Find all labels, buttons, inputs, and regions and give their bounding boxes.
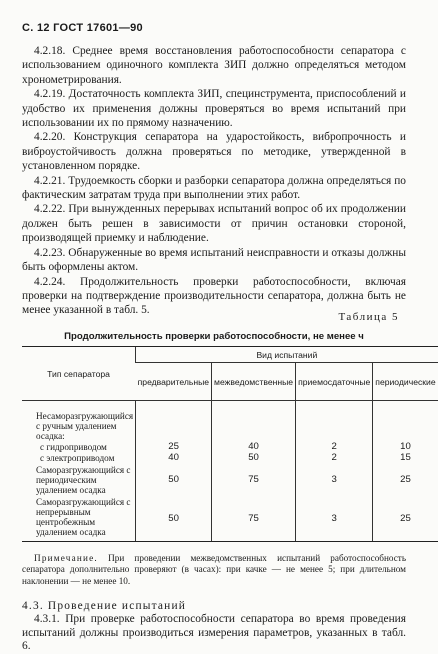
paragraph-4-3-1: 4.3.1. При проверке работоспособности сепаратора во время проведения испытаний должны производиться измерения параметров, указанных в табл. 6. — [22, 613, 406, 652]
paragraph-4-2-21: 4.2.21. Трудоемкость сборки и разборки сепаратора должна определяться по фактическим затратам труда при выполнении этих работ. — [22, 174, 406, 202]
table-label: Таблица 5 — [338, 311, 399, 323]
cell-interdepartmental: 50 — [212, 452, 296, 463]
cell-periodic: 10 — [373, 441, 438, 452]
note-label: Примечание. — [34, 553, 98, 563]
row-name: с гидроприводом — [40, 441, 107, 452]
row-name: Несаморазгружающийся с ручным удалением осадка: — [36, 411, 134, 441]
cell-periodic: 15 — [373, 452, 438, 463]
cell-periodic: 25 — [373, 463, 438, 497]
table-5 — [22, 346, 438, 542]
row-name: с электроприводом — [40, 452, 115, 463]
cell-acceptance: 2 — [296, 441, 373, 452]
cell-preliminary: 25 — [136, 441, 212, 452]
cell-acceptance: 3 — [296, 497, 373, 542]
cell-interdepartmental: 75 — [212, 497, 296, 542]
table-caption: Продолжительность проверки работоспособности, не менее ч — [64, 331, 364, 342]
cell-acceptance: 3 — [296, 463, 373, 497]
header-interdepartmental: межведомственные — [212, 363, 296, 401]
cell-preliminary: 50 — [136, 497, 212, 542]
header-test-kind: Вид испытаний — [136, 347, 438, 363]
paragraph-4-2-22: 4.2.22. При вынужденных перерывах испытаний вопрос об их продолжении должен быть решен в зависимости от причин остановки стороной, производящей приемку и наблюдение. — [22, 203, 406, 245]
table-row — [22, 452, 438, 463]
paragraph-4-2-18: 4.2.18. Среднее время восстановления работоспособности сепаратора с использованием одиночного комплекта ЗИП должно определяться методом хронометрирования. — [22, 45, 406, 86]
header-separator-type: Тип сепаратора — [22, 347, 136, 401]
paragraph-4-2-20: 4.2.20. Конструкция сепаратора на ударостойкость, вибропрочность и виброустойчивость должна проверяться по методике, утвержденной в установленном порядке. — [22, 131, 406, 173]
cell-acceptance: 2 — [296, 452, 373, 463]
cell-periodic: 25 — [373, 497, 438, 542]
cell-interdepartmental — [212, 401, 296, 442]
header-periodic: периодические — [373, 363, 438, 401]
table-row — [22, 463, 438, 497]
row-name: Саморазгружающийся с периодическим удалением осадка — [36, 465, 131, 495]
body-paragraphs — [22, 44, 406, 318]
table-row — [22, 441, 438, 452]
row-name: Саморазгружающийся с непрерывным центробежным удалением осадка — [22, 497, 136, 542]
paragraph-4-2-24: 4.2.24. Продолжительность проверки работоспособности, включая проверки на подтверждение производительности сепаратора, должна быть не менее указанной в табл. 5. — [22, 275, 406, 317]
cell-preliminary — [136, 401, 212, 442]
table-row — [22, 497, 438, 542]
table-note — [22, 553, 406, 587]
table-row — [22, 401, 438, 442]
section-title: 4.3. Проведение испытаний — [22, 600, 187, 612]
header-preliminary: предварительные — [136, 363, 212, 401]
paragraph-4-2-23: 4.2.23. Обнаруженные во время испытаний неисправности и отказы должны быть оформлены актом. — [22, 246, 406, 274]
note-text: При проведении межведомственных испытаний работоспособность сепаратора дополнительно проверяют (в часах): при качке — не менее 5; при длительном наклонении — не менее 10. — [22, 553, 407, 586]
paragraph-4-2-19: 4.2.19. Достаточность комплекта ЗИП, специнструмента, приспособлений и удобство их применения должны проверяться во время испытаний при использовании их по прямому назначению. — [22, 88, 406, 130]
page-header: С. 12 ГОСТ 17601—90 — [22, 22, 143, 34]
cell-interdepartmental: 40 — [212, 441, 296, 452]
section-body — [22, 613, 406, 654]
cell-interdepartmental: 75 — [212, 463, 296, 497]
cell-acceptance — [296, 401, 373, 442]
cell-preliminary: 50 — [136, 463, 212, 497]
header-acceptance: приемосдаточные — [296, 363, 373, 401]
cell-preliminary: 40 — [136, 452, 212, 463]
cell-periodic — [373, 401, 438, 442]
